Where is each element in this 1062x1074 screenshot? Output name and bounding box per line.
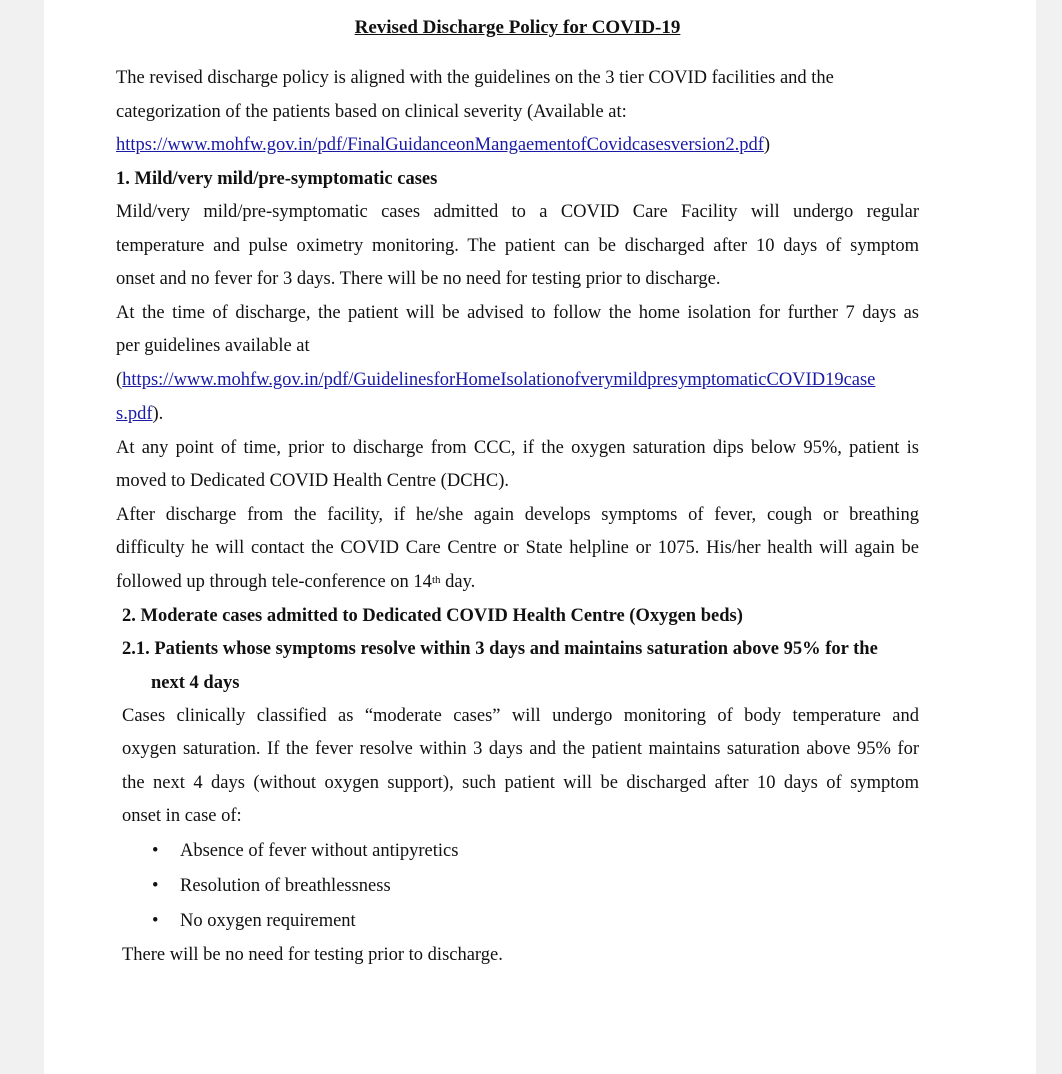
section-1-para-1-line-2: temperature and pulse oximetry monitoring. The patient can be discharged after 10 days of symptom	[116, 236, 919, 256]
document-page	[44, 0, 1036, 1074]
bullet-icon: •	[152, 841, 159, 861]
section-2-para-line-3: the next 4 days (without oxygen support), such patient will be discharged after 10 days of symptom	[122, 773, 919, 793]
intro-link-close: )	[763, 135, 771, 155]
section-1-para-4-line-2: difficulty he will contact the COVID Care Centre or State helpline or 1075. His/her health will again be	[116, 538, 919, 558]
intro-line-3	[116, 133, 770, 157]
guidance-link[interactable]: https://www.mohfw.gov.in/pdf/FinalGuidanceonMangaementofCovidcasesversion2.pdf	[116, 135, 764, 155]
section-1-para-1-line-1: Mild/very mild/pre-symptomatic cases admitted to a COVID Care Facility will undergo regular	[116, 202, 919, 222]
intro-line-2: categorization of the patients based on clinical severity (Available at:	[116, 102, 627, 122]
bullet-icon: •	[152, 876, 159, 896]
section-1-para-2-line-2: per guidelines available at	[116, 336, 310, 356]
bullet-text: Absence of fever without antipyretics	[180, 841, 459, 861]
section-1-heading: 1. Mild/very mild/pre-symptomatic cases	[116, 169, 438, 189]
section-2-para-line-2: oxygen saturation. If the fever resolve within 3 days and the patient maintains saturation above 95% for	[122, 739, 919, 759]
section-1-para-4-line-1: After discharge from the facility, if he/she again develops symptoms of fever, cough or breathing	[116, 505, 919, 525]
section-2-1-heading-line-2: next 4 days	[151, 673, 240, 693]
link-close-paren: ).	[152, 404, 164, 424]
bullet-icon: •	[152, 911, 159, 931]
followup-text: followed up through tele-conference on 14	[116, 572, 432, 592]
section-1-para-2-line-1: At the time of discharge, the patient will be advised to follow the home isolation for further 7 days as	[116, 303, 919, 323]
bullet-text: Resolution of breathlessness	[180, 876, 391, 896]
section-1-para-3-line-2: moved to Dedicated COVID Health Centre (DCHC).	[116, 471, 510, 491]
section-1-para-2-line-4	[116, 402, 163, 426]
link-open-paren: (	[116, 370, 123, 390]
section-1-para-2-line-3	[116, 368, 875, 392]
followup-text-end: day.	[440, 572, 476, 592]
section-2-para-line-1: Cases clinically classified as “moderate cases” will undergo monitoring of body temperature and	[122, 706, 919, 726]
section-1-para-4-line-3	[116, 570, 475, 594]
section-2-1-heading-line-1: 2.1. Patients whose symptoms resolve within 3 days and maintains saturation above 95% for the	[122, 639, 878, 659]
home-isolation-link-cont[interactable]: s.pdf	[116, 404, 153, 424]
document-title: Revised Discharge Policy for COVID-19	[354, 17, 681, 38]
section-2-heading: 2. Moderate cases admitted to Dedicated COVID Health Centre (Oxygen beds)	[122, 606, 743, 626]
ordinal-suffix: th	[431, 574, 441, 586]
section-2-para-line-4: onset in case of:	[122, 806, 242, 826]
home-isolation-link[interactable]: https://www.mohfw.gov.in/pdf/GuidelinesforHomeIsolationofverymildpresymptomaticCOVID19case	[122, 370, 876, 390]
intro-line-1: The revised discharge policy is aligned with the guidelines on the 3 tier COVID facilities and the	[116, 68, 834, 88]
bullet-text: No oxygen requirement	[180, 911, 356, 931]
section-2-closing: There will be no need for testing prior to discharge.	[122, 945, 503, 965]
section-1-para-1-line-3: onset and no fever for 3 days. There will be no need for testing prior to discharge.	[116, 269, 721, 289]
section-1-para-3-line-1: At any point of time, prior to discharge from CCC, if the oxygen saturation dips below 95%, patient is	[116, 438, 919, 458]
